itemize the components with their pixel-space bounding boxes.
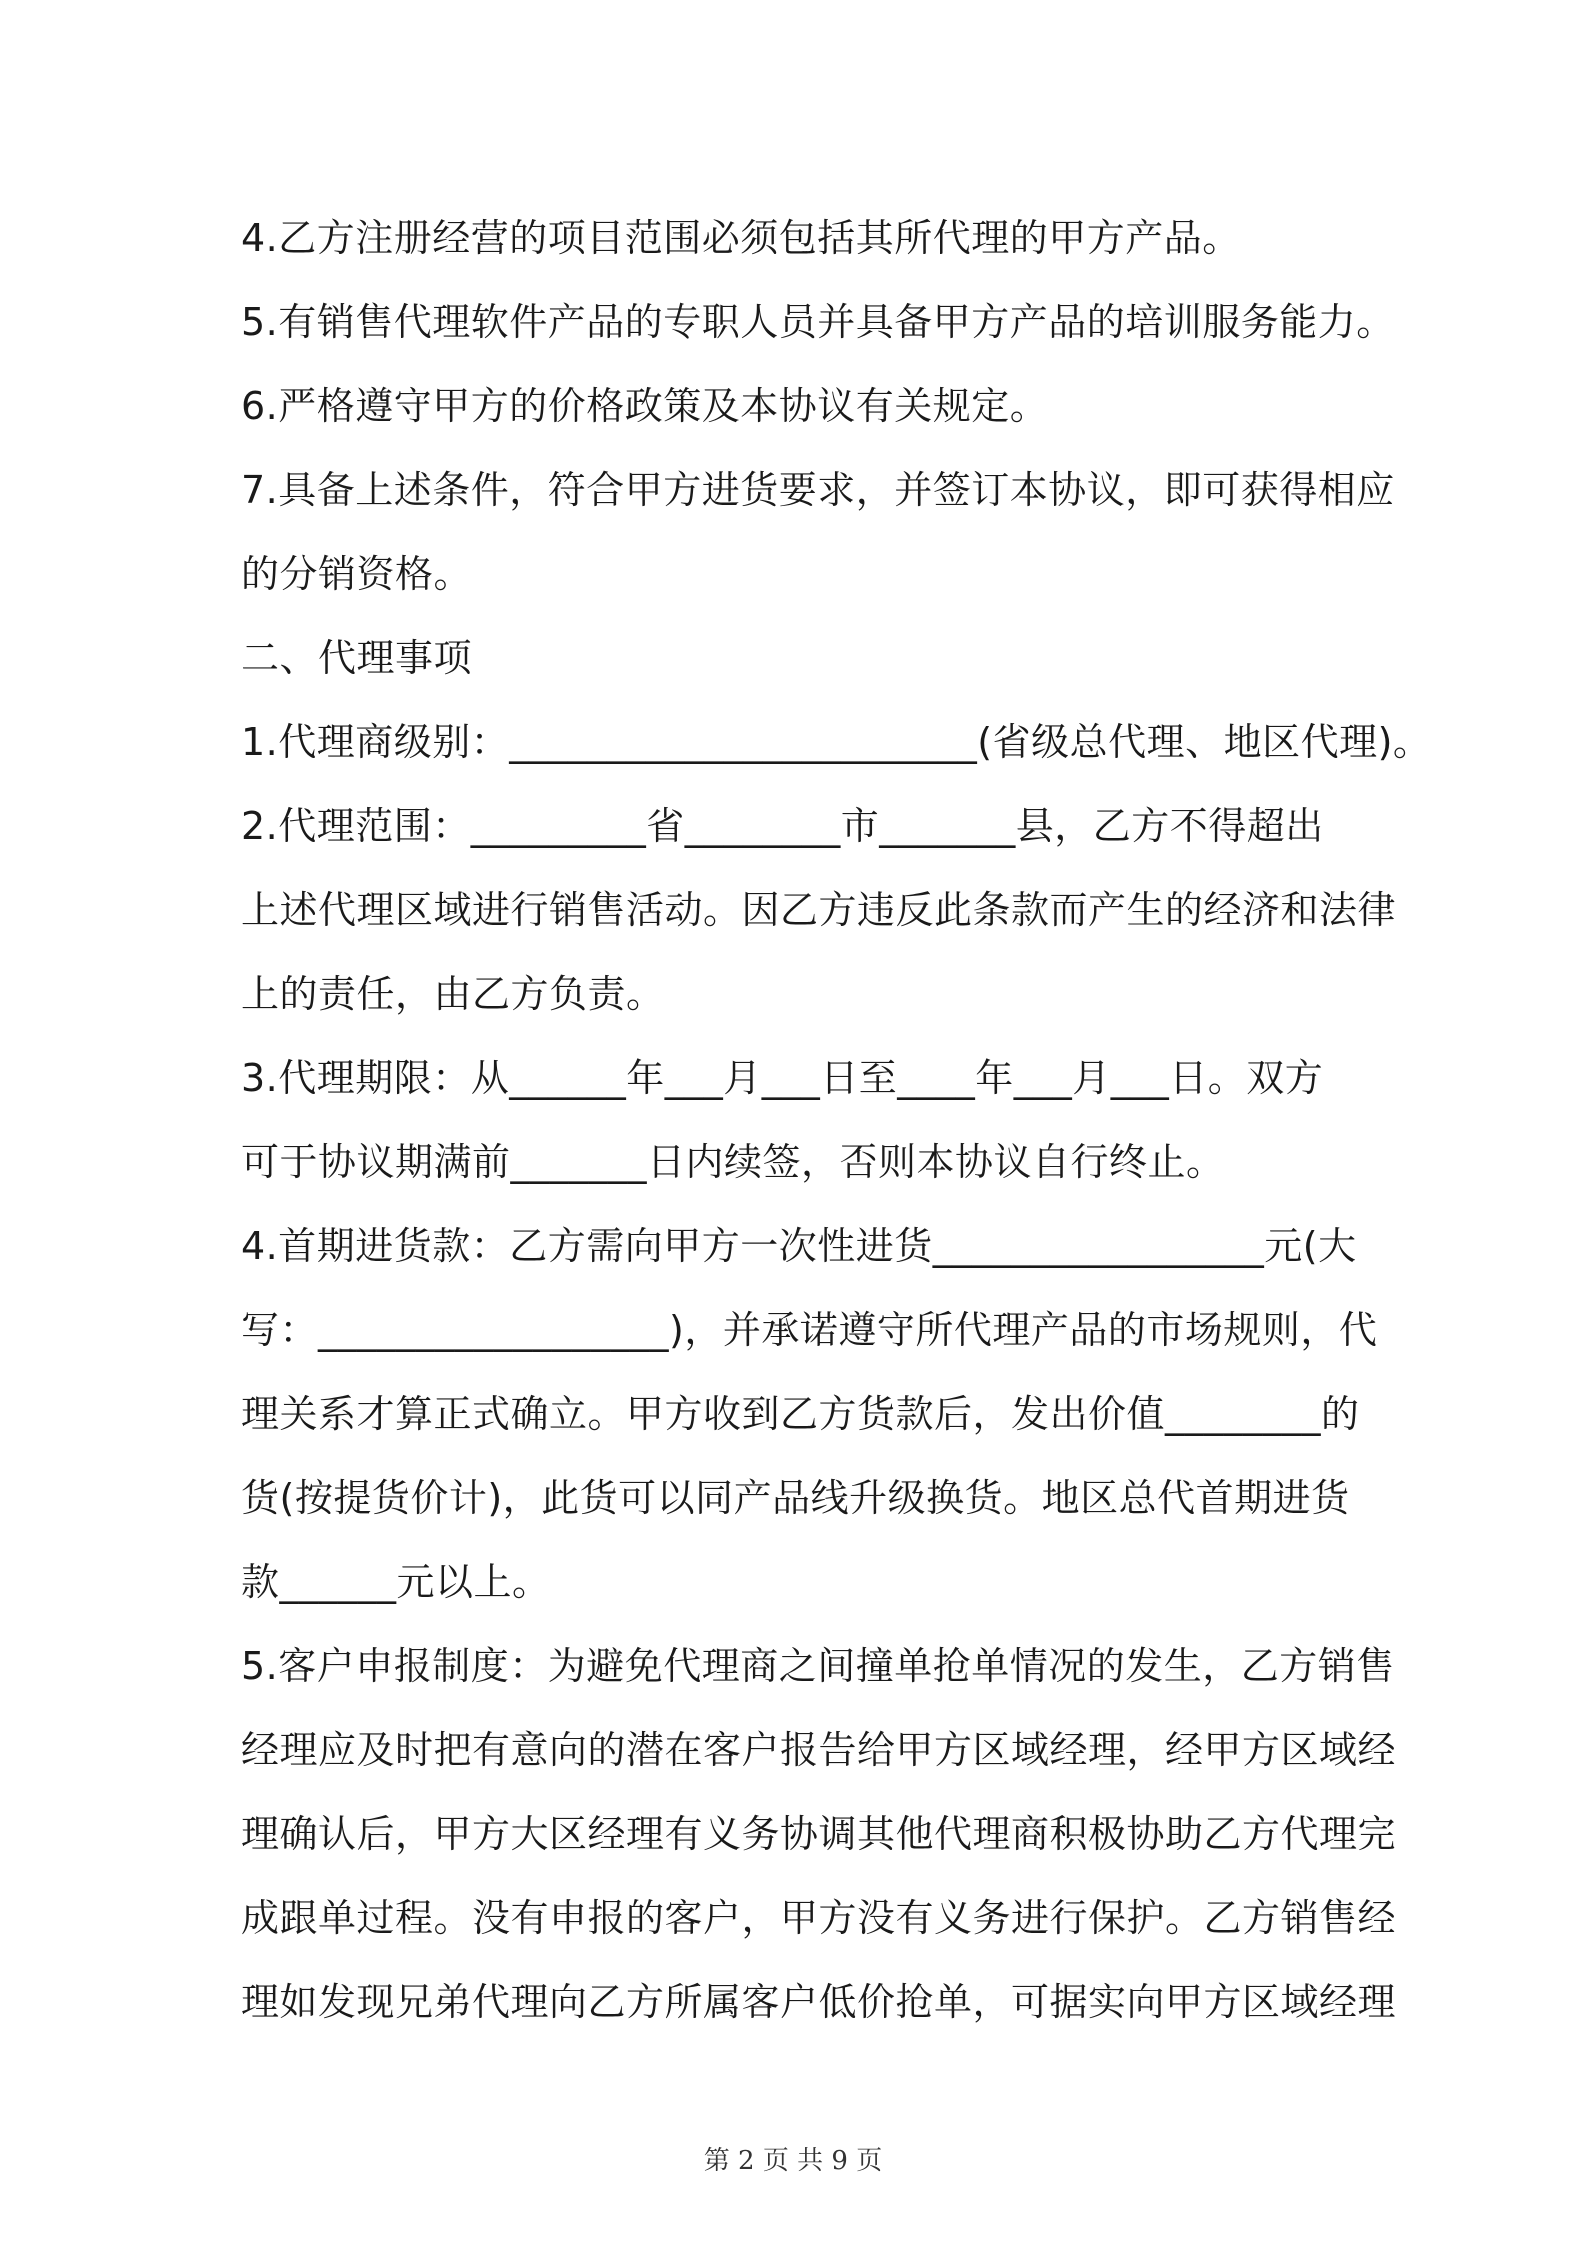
agency-clause-4-continuation: 写：__________________)，并承诺遵守所代理产品的市场规则，代 [241,1308,1378,1352]
document-body [241,196,1432,2044]
agency-clause-5-continuation: 理确认后，甲方大区经理有义务协调其他代理商积极协助乙方代理完 [241,1812,1397,1856]
agency-clause-4-initial-purchase: 4.首期进货款：乙方需向甲方一次性进货_________________元(大 [241,1224,1357,1268]
agency-clause-3-continuation: 可于协议期满前_______日内续签，否则本协议自行终止。 [241,1140,1225,1184]
agency-clause-2-scope: 2.代理范围：_________省________市_______县，乙方不得超出 [241,804,1324,848]
agency-clause-5-customer-reporting: 5.客户申报制度：为避免代理商之间撞单抢单情况的发生，乙方销售 [241,1644,1395,1688]
agency-clause-4-continuation: 货(按提货价计)，此货可以同产品线升级换货。地区总代首期进货 [241,1476,1350,1520]
clause-7-qualification: 7.具备上述条件，符合甲方进货要求，并签订本协议，即可获得相应 [241,468,1395,512]
clause-5-qualification: 5.有销售代理软件产品的专职人员并具备甲方产品的培训服务能力。 [241,300,1395,344]
agency-clause-1-level: 1.代理商级别：________________________(省级总代理、地区代理)。 [241,720,1432,764]
agency-clause-2-continuation: 上述代理区域进行销售活动。因乙方违反此条款而产生的经济和法律 [241,888,1397,932]
clause-4-qualification: 4.乙方注册经营的项目范围必须包括其所代理的甲方产品。 [241,216,1241,260]
clause-7-continuation: 的分销资格。 [241,552,473,596]
agency-clause-5-continuation: 理如发现兄弟代理向乙方所属客户低价抢单，可据实向甲方区域经理 [241,1980,1397,2024]
page-number-footer: 第 2 页 共 9 页 [703,2146,883,2176]
agency-clause-2-continuation: 上的责任，由乙方负责。 [241,972,665,1016]
agency-clause-3-term: 3.代理期限：从______年___月___日至____年___月___日。双方 [241,1056,1324,1100]
agency-clause-4-continuation: 款______元以上。 [241,1560,551,1604]
agency-clause-5-continuation: 成跟单过程。没有申报的客户，甲方没有义务进行保护。乙方销售经 [241,1896,1397,1940]
agency-clause-4-continuation: 理关系才算正式确立。甲方收到乙方货款后，发出价值________的 [241,1392,1360,1436]
clause-6-qualification: 6.严格遵守甲方的价格政策及本协议有关规定。 [241,384,1049,428]
agency-clause-5-continuation: 经理应及时把有意向的潜在客户报告给甲方区域经理，经甲方区域经 [241,1728,1397,1772]
section-heading-agency-matters: 二、代理事项 [241,636,473,680]
